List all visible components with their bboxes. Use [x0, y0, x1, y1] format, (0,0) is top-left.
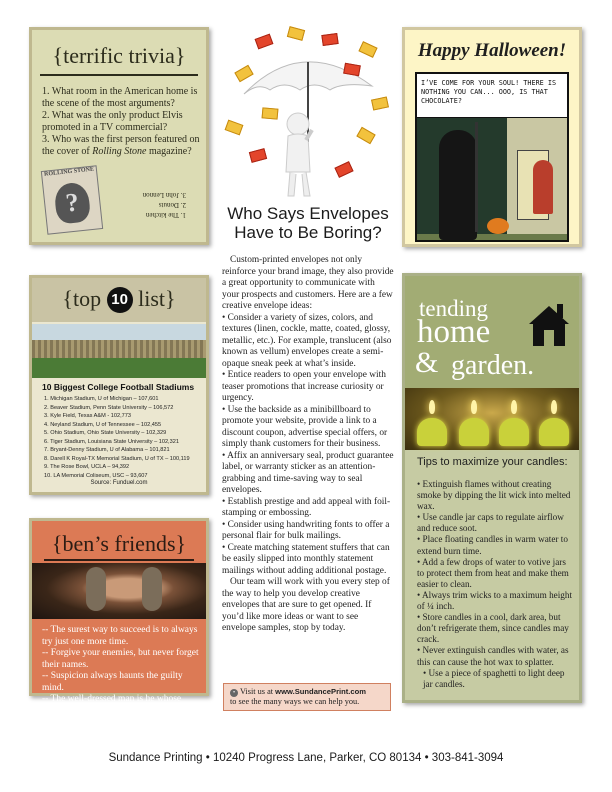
quote: -- The well-dressed man is he whose clothes you never notice.: [42, 694, 182, 716]
stadium-photo: [32, 324, 206, 378]
house-icon: [527, 300, 571, 348]
trivia-answer-3: 3. John Lennon: [142, 191, 186, 199]
question-mark-icon: ?: [53, 181, 91, 224]
top10-panel: [29, 275, 209, 495]
list-item: 1. Michigan Stadium, U of Michigan – 107,601: [44, 396, 159, 402]
paragraph: • Establish prestige and add appeal with foil-stamping or embossing.: [222, 496, 391, 518]
list-item: • Store candles in a cool, dark area, but don’t refrigerate them, since candles may crack.: [417, 612, 569, 645]
list-item: 10. LA Memorial Coliseum, USC – 93,607: [44, 472, 148, 479]
grim-reaper-icon: [439, 130, 477, 240]
paragraph: • Entice readers to open your envelope with teaser promotions that increase curiosity or urgency.: [222, 370, 386, 403]
trivia-answer-2: 2. Donuts: [158, 201, 186, 209]
paragraph: Our team will work with you every step of the way to help you develop creative envelopes that are sure to get opened. If you’d like more ideas or want to see envelope samples, stop by today.: [222, 577, 390, 633]
list-item: • Use candle jar caps to regulate airflow and reduce soot.: [417, 512, 564, 534]
list-item: 6. Tiger Stadium, Louisiana State University – 102,321: [44, 438, 179, 445]
ben-panel: [29, 518, 209, 716]
top10-list-title: 10 Biggest College Football Stadiums: [42, 382, 195, 392]
list-item: 9. The Rose Bowl, UCLA – 94,392: [44, 464, 130, 470]
garden-header: [405, 276, 579, 388]
list-item: • Always trim wicks to a maximum height of ¼ inch.: [417, 589, 573, 612]
trivia-panel: [29, 27, 209, 245]
quote: -- Suspicion always haunts the guilty mind.: [42, 671, 183, 693]
tips-title: Tips to maximize your candles:: [417, 456, 568, 468]
halloween-title: Happy Halloween!: [417, 40, 567, 61]
paragraph: • Affix an anniversary seal, product guarantee label, or warranty sticker as an attention-grabbing and time-saving way to seal envelopes.: [222, 450, 394, 495]
list-item: 5. Ohio Stadium, Ohio State University – 102,329: [44, 430, 167, 436]
center-article-body: [222, 255, 394, 635]
list-item: 7. Bryant-Denny Stadium, U of Alabama – 101,821: [44, 447, 170, 453]
trivia-questions: [42, 86, 202, 158]
trivia-question-2: 2. What was the only product Elvis promoted in a TV commercial?: [42, 110, 183, 133]
list-item: • Never extinguish candles with water, as this can cause the hot wax to splatter.: [417, 645, 569, 667]
garden-word-tending: tending: [419, 296, 488, 321]
trivia-answers: [116, 190, 186, 220]
bullet-icon: •: [230, 689, 238, 697]
franklin-portrait: [32, 563, 206, 619]
umbrella-envelopes-illustration: [222, 24, 392, 202]
quote: -- The surest way to succeed is to always try just one more time.: [42, 625, 198, 647]
garden-panel: [402, 273, 582, 703]
tips-list: [417, 479, 575, 690]
list-item: 8. Darell K Royal-TX Memorial Stadium, U of TX – 100,119: [44, 455, 190, 462]
list-item: 2. Beaver Stadium, Penn State University – 106,572: [44, 404, 174, 411]
newspaper-masthead: ROLLING STONE: [43, 166, 95, 178]
footer: Sundance Printing • 10240 Progress Lane, Parker, CO 80134 • 303-841-3094: [108, 752, 504, 764]
list-item: • Use a piece of spaghetti to light deep jar candles.: [423, 667, 565, 689]
quote: -- Forgive your enemies, but never forget their names.: [42, 648, 199, 670]
website-link[interactable]: www.SundancePrint.com: [275, 687, 367, 696]
stadium-list: [44, 395, 204, 480]
top10-header: [32, 278, 206, 322]
list-item: 3. Kyle Field, Texas A&M - 102,773: [44, 413, 131, 419]
garden-word-amp: &: [415, 346, 439, 379]
list-item: • Add a few drops of water to votive jars to protect them from heat and make them easier to clean.: [417, 556, 569, 589]
ten-badge: 10: [107, 287, 133, 313]
halloween-comic: [415, 72, 569, 242]
paragraph: • Create matching statement stuffers that can be easily slipped into monthly statement mailings without adding additional postage.: [222, 542, 390, 576]
paragraph: • Use the backside as a minibillboard to promote your website, provide a link to a discount coupon, advertise special offers, or simply thank customers for their business.: [222, 404, 388, 449]
trivia-question-1: 1. What room in the American home is the scene of the most arguments?: [42, 86, 198, 109]
pumpkin-icon: [487, 218, 509, 234]
paragraph: • Consider a variety of sizes, colors, and textures (linen, cockle, matte, coated, glossy, metallic, etc.). For example, translucent (also known as vellum) envelopes create a semi-opaque sneak peek at what’s inside.: [222, 312, 392, 369]
garden-word-home: home: [417, 314, 491, 350]
trivia-title: {terrific trivia}: [40, 36, 198, 76]
candles-photo: [405, 388, 579, 450]
speech-bubble: I’VE COME FOR YOUR SOUL! THERE IS NOTHING YOU CAN... OOO, IS THAT CHOCOLATE?: [417, 74, 567, 118]
paragraph: • Consider using handwriting fonts to offer a personal flair for bulk mailings.: [222, 519, 390, 541]
trivia-answer-1: 1. The kitchen: [145, 211, 186, 219]
list-item: 4. Neyland Stadium, U of Tennessee – 102,455: [44, 421, 162, 428]
newspaper-image: [41, 165, 103, 235]
ben-quotes: [42, 625, 200, 717]
top10-title: {top 10 list}: [62, 286, 176, 311]
trick-or-treater-icon: [533, 160, 553, 214]
center-article-title: Who Says Envelopes Have to Be Boring?: [227, 204, 389, 242]
list-item: • Extinguish flames without creating smoke by dipping the lit wick into melted wax.: [417, 479, 571, 512]
halloween-panel: [402, 27, 582, 247]
top10-source: Source: Funduel.com: [90, 480, 148, 486]
list-item: • Place floating candles in warm water to extend burn time.: [417, 534, 568, 556]
paragraph: Custom-printed envelopes not only reinforce your brand image, they also provide a great opportunity to communicate with your prospects and customers. Here are a few creative envelope ideas:: [222, 255, 394, 311]
garden-word-garden: garden.: [451, 350, 535, 381]
visit-callout: • Visit us at www.SundancePrint.com to see the many ways we can help you.: [223, 683, 391, 711]
trivia-question-3: 3. Who was the first person featured on the cover of Rolling Stone magazine?: [42, 134, 200, 157]
ben-title: {ben’s friends}: [44, 527, 194, 561]
